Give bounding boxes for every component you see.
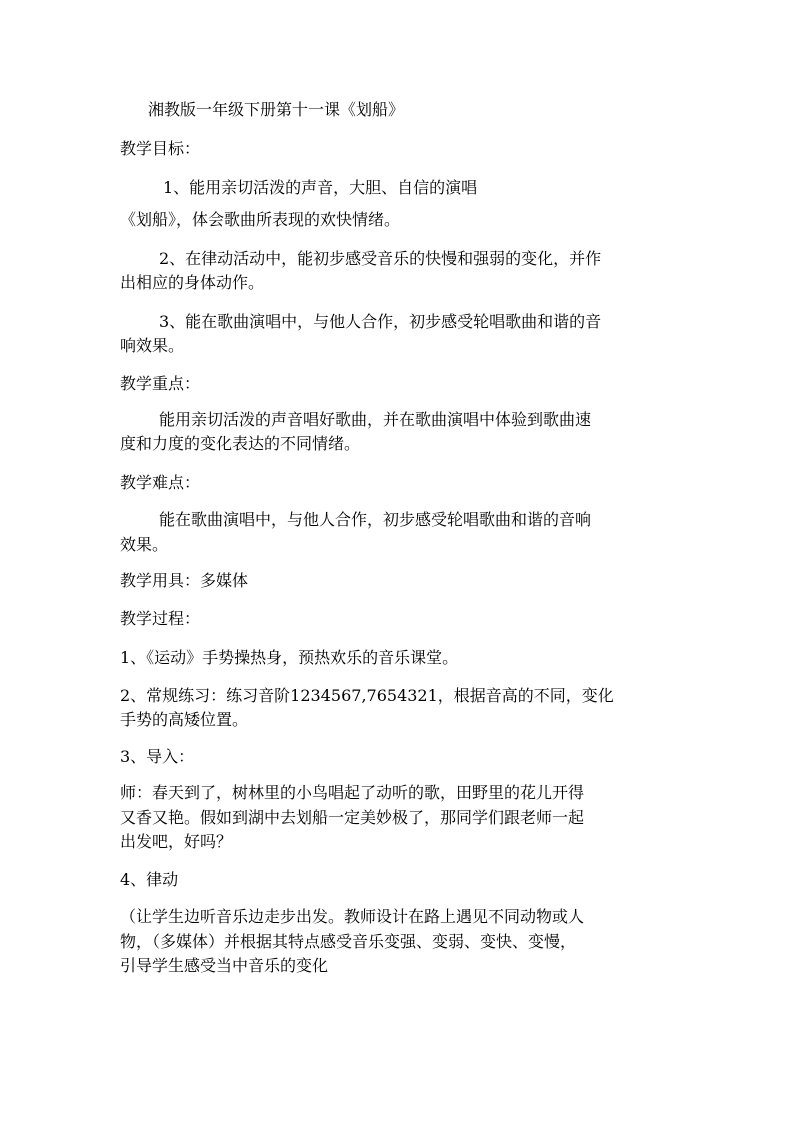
rhythm-description-line-3: 引导学生感受当中音乐的变化: [120, 956, 329, 975]
focus-line-1: 能用亲切活泼的声音唱好歌曲，并在歌曲演唱中体验到歌曲速: [159, 410, 592, 429]
process-step-1: 1、《运动》手势操热身，预热欢乐的音乐课堂。: [120, 648, 459, 667]
document-title: 湘教版一年级下册第十一课《划船》: [148, 100, 405, 119]
difficulty-line-1: 能在歌曲演唱中，与他人合作，初步感受轮唱歌曲和谐的音响: [159, 510, 592, 529]
goal-3-line-2: 响效果。: [120, 336, 185, 355]
rhythm-description-line-2: 物，（多媒体）并根据其特点感受音乐变强、变弱、变快、变慢，: [120, 932, 577, 951]
rhythm-description-line-1: （让学生边听音乐边走步出发。教师设计在路上遇见不同动物或人: [120, 907, 585, 926]
process-step-4: 4、律动: [120, 870, 179, 889]
process-step-2-line-1: 2、常规练习：练习音阶1234567,7654321，根据音高的不同，变化: [120, 686, 614, 705]
goal-2-line-2: 出相应的身体动作。: [120, 273, 265, 292]
process-heading: 教学过程：: [120, 609, 201, 628]
focus-line-2: 度和力度的变化表达的不同情绪。: [120, 434, 361, 453]
teacher-speech-line-2: 又香又艳。假如到湖中去划船一定美妙极了，那同学们跟老师一起: [120, 808, 585, 827]
goal-1-line-1: 1、能用亲切活泼的声音，大胆、自信的演唱: [163, 178, 478, 197]
process-step-2-line-2: 手势的高矮位置。: [120, 710, 249, 729]
difficulty-heading: 教学难点：: [120, 473, 201, 492]
focus-heading: 教学重点：: [120, 374, 201, 393]
difficulty-line-2: 效果。: [120, 535, 169, 554]
teaching-tools: 教学用具：多媒体: [120, 571, 249, 590]
goal-1-line-2: 《划船》，体会歌曲所表现的欢快情绪。: [120, 210, 401, 229]
teacher-speech-line-1: 师：春天到了，树林里的小鸟唱起了动听的歌，田野里的花儿开得: [120, 783, 585, 802]
goals-heading: 教学目标：: [120, 139, 201, 158]
process-step-3: 3、导入：: [120, 747, 195, 766]
goal-3-line-1: 3、能在歌曲演唱中，与他人合作，初步感受轮唱歌曲和谐的音: [159, 312, 602, 331]
teacher-speech-line-3: 出发吧，好吗？: [120, 832, 233, 851]
goal-2-line-1: 2、在律动活动中，能初步感受音乐的快慢和强弱的变化，并作: [159, 249, 602, 268]
